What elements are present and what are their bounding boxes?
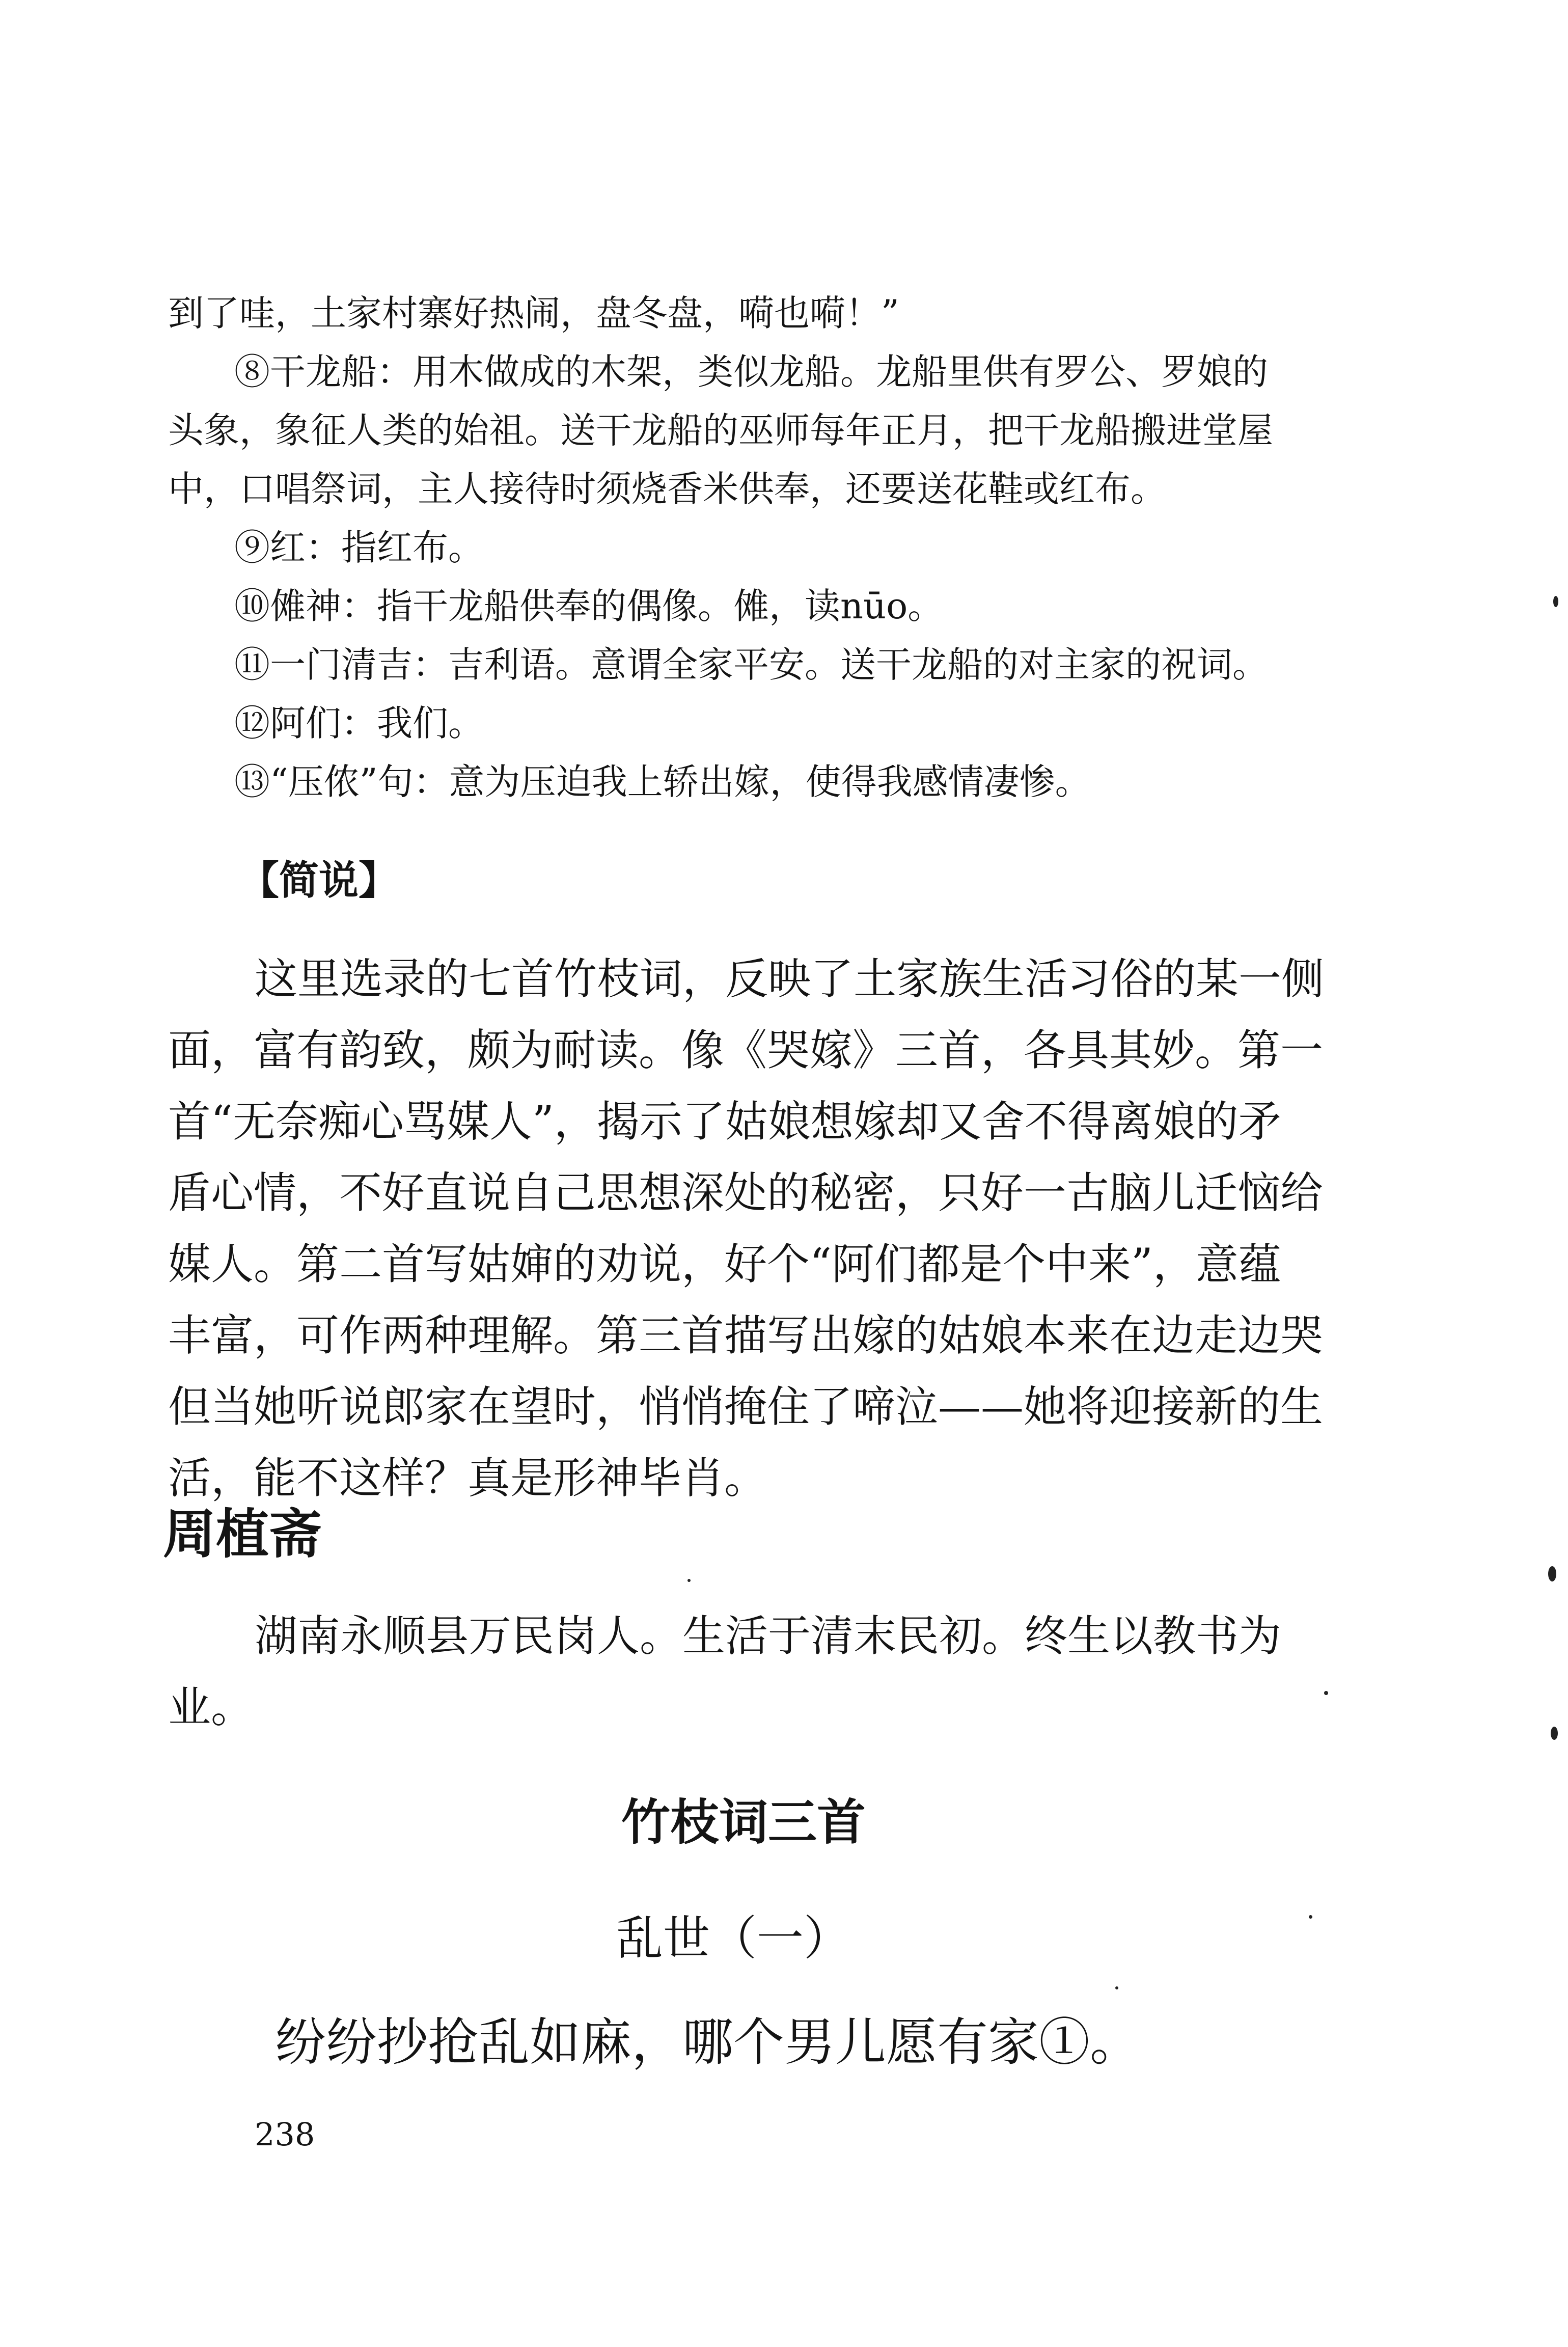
scan-speck bbox=[1548, 1566, 1556, 1581]
note-line: 头象，象征人类的始祖。送干龙船的巫师每年正月，把干龙船搬进堂屋 bbox=[168, 410, 1273, 451]
note-line: ⑬“压侬”句：意为压迫我上轿出嫁，使得我感情凄惨。 bbox=[234, 761, 1091, 803]
note-line: ⑧干龙船：用木做成的木架，类似龙船。龙船里供有罗公、罗娘的 bbox=[234, 351, 1268, 393]
scan-speck bbox=[1309, 1915, 1312, 1919]
note-line: ⑩傩神：指干龙船供奉的偶像。傩，读nūo。 bbox=[234, 585, 944, 627]
commentary-line: 首“无奈痴心骂媒人”，揭示了姑娘想嫁却又舍不得离娘的矛 bbox=[168, 1097, 1281, 1147]
author-bio-line: 业。 bbox=[168, 1682, 254, 1732]
poem-title: 竹枝词三首 bbox=[621, 1794, 866, 1851]
commentary-line: 但当她听说郎家在望时，悄悄掩住了啼泣——她将迎接新的生 bbox=[168, 1382, 1324, 1432]
scan-speck bbox=[687, 1579, 691, 1582]
poem-subtitle: 乱世（一） bbox=[616, 1911, 851, 1966]
scan-speck bbox=[1553, 596, 1558, 607]
commentary-heading: 【简说】 bbox=[239, 857, 399, 904]
author-bio-line: 湖南永顺县万民岗人。生活于清末民初。终生以教书为 bbox=[255, 1611, 1282, 1661]
author-name: 周植斋 bbox=[163, 1503, 322, 1565]
commentary-line: 丰富，可作两种理解。第三首描写出嫁的姑娘本来在边走边哭 bbox=[168, 1311, 1324, 1360]
note-line: 到了哇，土家村寨好热闹，盘冬盘，嗬也嗬！” bbox=[168, 292, 899, 334]
note-line: 中，口唱祭词，主人接待时须烧香米供奉，还要送花鞋或红布。 bbox=[168, 468, 1166, 510]
scan-speck bbox=[1551, 1727, 1558, 1740]
commentary-line: 媒人。第二首写姑婶的劝说，好个“阿们都是个中来”，意蕴 bbox=[168, 1239, 1281, 1289]
note-line: ⑨红：指红布。 bbox=[234, 527, 484, 568]
commentary-line: 面，富有韵致，颇为耐读。像《哭嫁》三首，各具其妙。第一 bbox=[168, 1025, 1324, 1075]
commentary-line: 这里选录的七首竹枝词，反映了土家族生活习俗的某一侧 bbox=[255, 954, 1325, 1004]
scan-speck bbox=[1115, 1986, 1118, 1989]
poem-line: 纷纷抄抢乱如麻，哪个男儿愿有家①。 bbox=[275, 2012, 1141, 2072]
note-line: ⑪一门清吉：吉利语。意谓全家平安。送干龙船的对主家的祝词。 bbox=[234, 644, 1268, 686]
note-line: ⑫阿们：我们。 bbox=[234, 702, 484, 744]
commentary-line: 活，能不这样？真是形神毕肖。 bbox=[168, 1453, 767, 1503]
scan-speck bbox=[1324, 1691, 1328, 1695]
page-number: 238 bbox=[255, 2116, 315, 2153]
commentary-line: 盾心情，不好直说自己思想深处的秘密，只好一古脑儿迁恼给 bbox=[168, 1168, 1324, 1218]
